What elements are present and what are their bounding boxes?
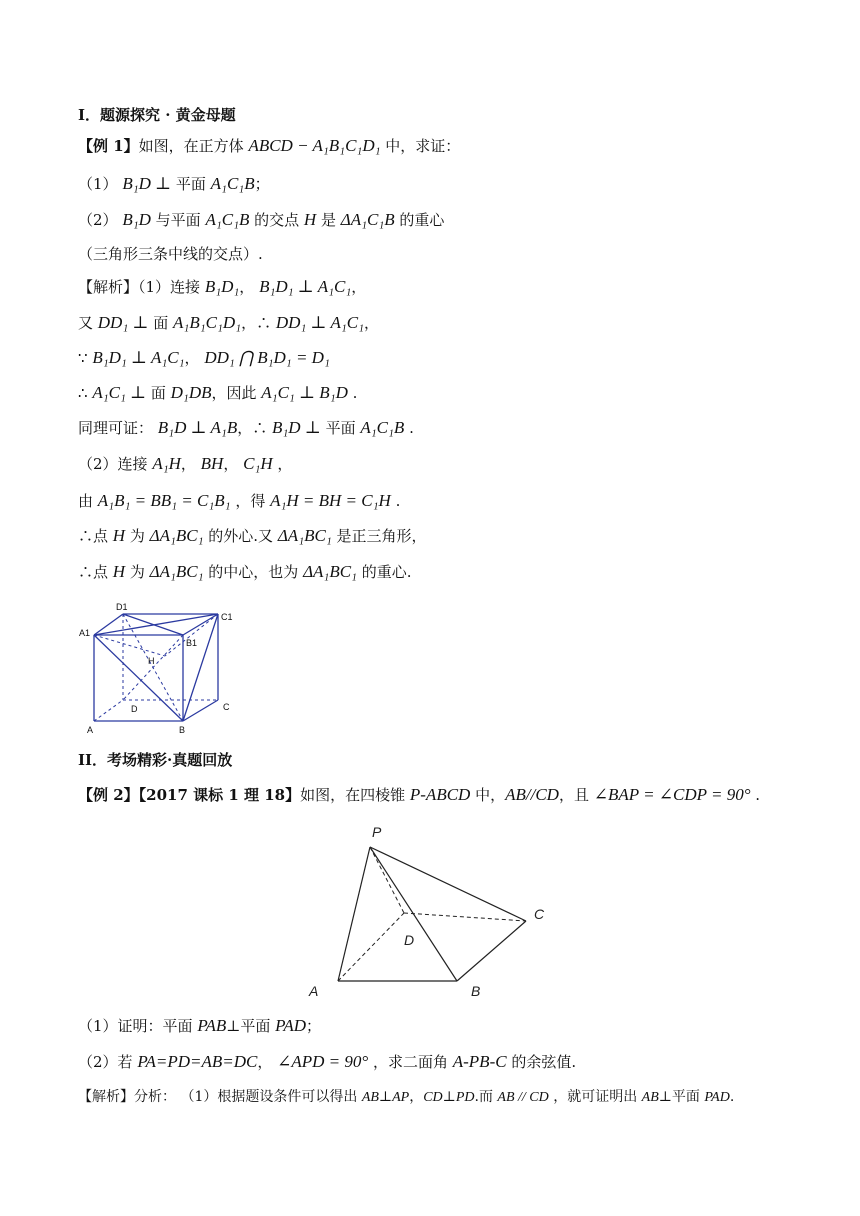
label-c: C xyxy=(223,702,230,712)
edge-p-a xyxy=(338,847,370,981)
example-2-tag: 【例 2】【2017 课标 1 理 18】 xyxy=(78,786,301,804)
solution-line-6: （2）连接 A₁H， BH， C₁H ， xyxy=(78,454,293,473)
section-1-heading: I．题源探究 · 黄金母题 xyxy=(78,106,236,124)
solution-line-3: ∵ B₁D₁ ⊥ A₁C₁， DD₁ ⋂ B₁D₁ = D₁ xyxy=(78,348,330,367)
section-2-heading: II．考场精彩·真题回放 xyxy=(78,751,233,769)
cube-figure xyxy=(76,598,246,738)
solution-line-4: ∴ A₁C₁ ⊥ 面 D₁DB，因此 A₁C₁ ⊥ B₁D . xyxy=(78,383,358,402)
example-2-intro: 【例 2】【2017 课标 1 理 18】如图，在四棱锥 P-ABCD 中，AB//CD，且 ∠BAP = ∠CDP = 90° . xyxy=(78,785,761,804)
diagonal-b1-d1 xyxy=(123,614,183,635)
label-c1: C1 xyxy=(221,612,233,622)
label-d1: D1 xyxy=(116,602,128,612)
diagonal-c1-b xyxy=(183,614,218,721)
cube-figure-svg xyxy=(76,598,246,738)
example-2-question-2: （2）若 PA=PD=AB=DC， ∠APD = 90° ，求二面角 A-PB-C 的余弦值. xyxy=(78,1052,577,1071)
edge-b-c xyxy=(457,921,526,981)
hidden-edge-a-d xyxy=(94,700,123,721)
label-d: D xyxy=(131,704,138,714)
label-a: A xyxy=(87,725,94,735)
solution-line-5: 同理可证： B₁D ⊥ A₁B，∴ B₁D ⊥ 平面 A₁C₁B . xyxy=(78,418,414,437)
hidden-edge-p-d xyxy=(370,847,404,913)
pyramid-figure-svg xyxy=(300,815,560,1000)
label-h: H xyxy=(148,656,155,666)
solution-line-1: 【解析】（1）连接 B₁D₁， B₁D₁ ⊥ A₁C₁， xyxy=(78,277,367,296)
solution-line-8: ∴点 H 为 ΔA₁BC₁ 的外心.又 ΔA₁BC₁ 是正三角形， xyxy=(78,526,427,545)
diagonal-a1-b xyxy=(94,635,183,721)
label-d: D xyxy=(404,932,415,948)
example-1-intro: 【例 1】如图，在正方体 ABCD − A₁B₁C₁D₁ 中，求证： xyxy=(78,136,461,155)
edge-a1-d1 xyxy=(94,614,123,635)
example-1-question-1: （1） B₁D ⊥ 平面 A₁C₁B； xyxy=(78,174,270,193)
label-c: C xyxy=(534,906,545,922)
solution-line-2: 又 DD₁ ⊥ 面 A₁B₁C₁D₁，∴ DD₁ ⊥ A₁C₁， xyxy=(78,313,380,332)
label-b: B xyxy=(471,983,481,999)
label-b: B xyxy=(179,725,186,735)
example-2-analysis: 【解析】分析： （1）根据题设条件可以得出 AB⊥AP，CD⊥PD.而 AB // CD ，就可证明出 AB⊥平面 PAD. xyxy=(78,1089,735,1105)
example-1-question-2: （2） B₁D 与平面 A₁C₁B 的交点 H 是 ΔA₁C₁B 的重心 xyxy=(78,210,445,229)
solution-line-9: ∴点 H 为 ΔA₁BC₁ 的中心，也为 ΔA₁BC₁ 的重心. xyxy=(78,562,412,581)
example-2-question-1: （1）证明：平面 PAB⊥平面 PAD； xyxy=(78,1016,322,1035)
pyramid-figure xyxy=(300,815,560,1000)
example-1-tag: 【例 1】 xyxy=(78,137,139,155)
hidden-edge-a-d xyxy=(338,913,404,981)
example-1-question-2-note: （三角形三条中线的交点）. xyxy=(78,245,263,263)
label-b1: B1 xyxy=(186,638,198,648)
label-a1: A1 xyxy=(79,628,91,638)
solution-line-7: 由 A₁B₁ = BB₁ = C₁B₁ ，得 A₁H = BH = C₁H . xyxy=(78,491,401,510)
label-a: A xyxy=(309,983,319,999)
label-p: P xyxy=(372,824,382,840)
hidden-edge-d-c xyxy=(404,913,526,921)
